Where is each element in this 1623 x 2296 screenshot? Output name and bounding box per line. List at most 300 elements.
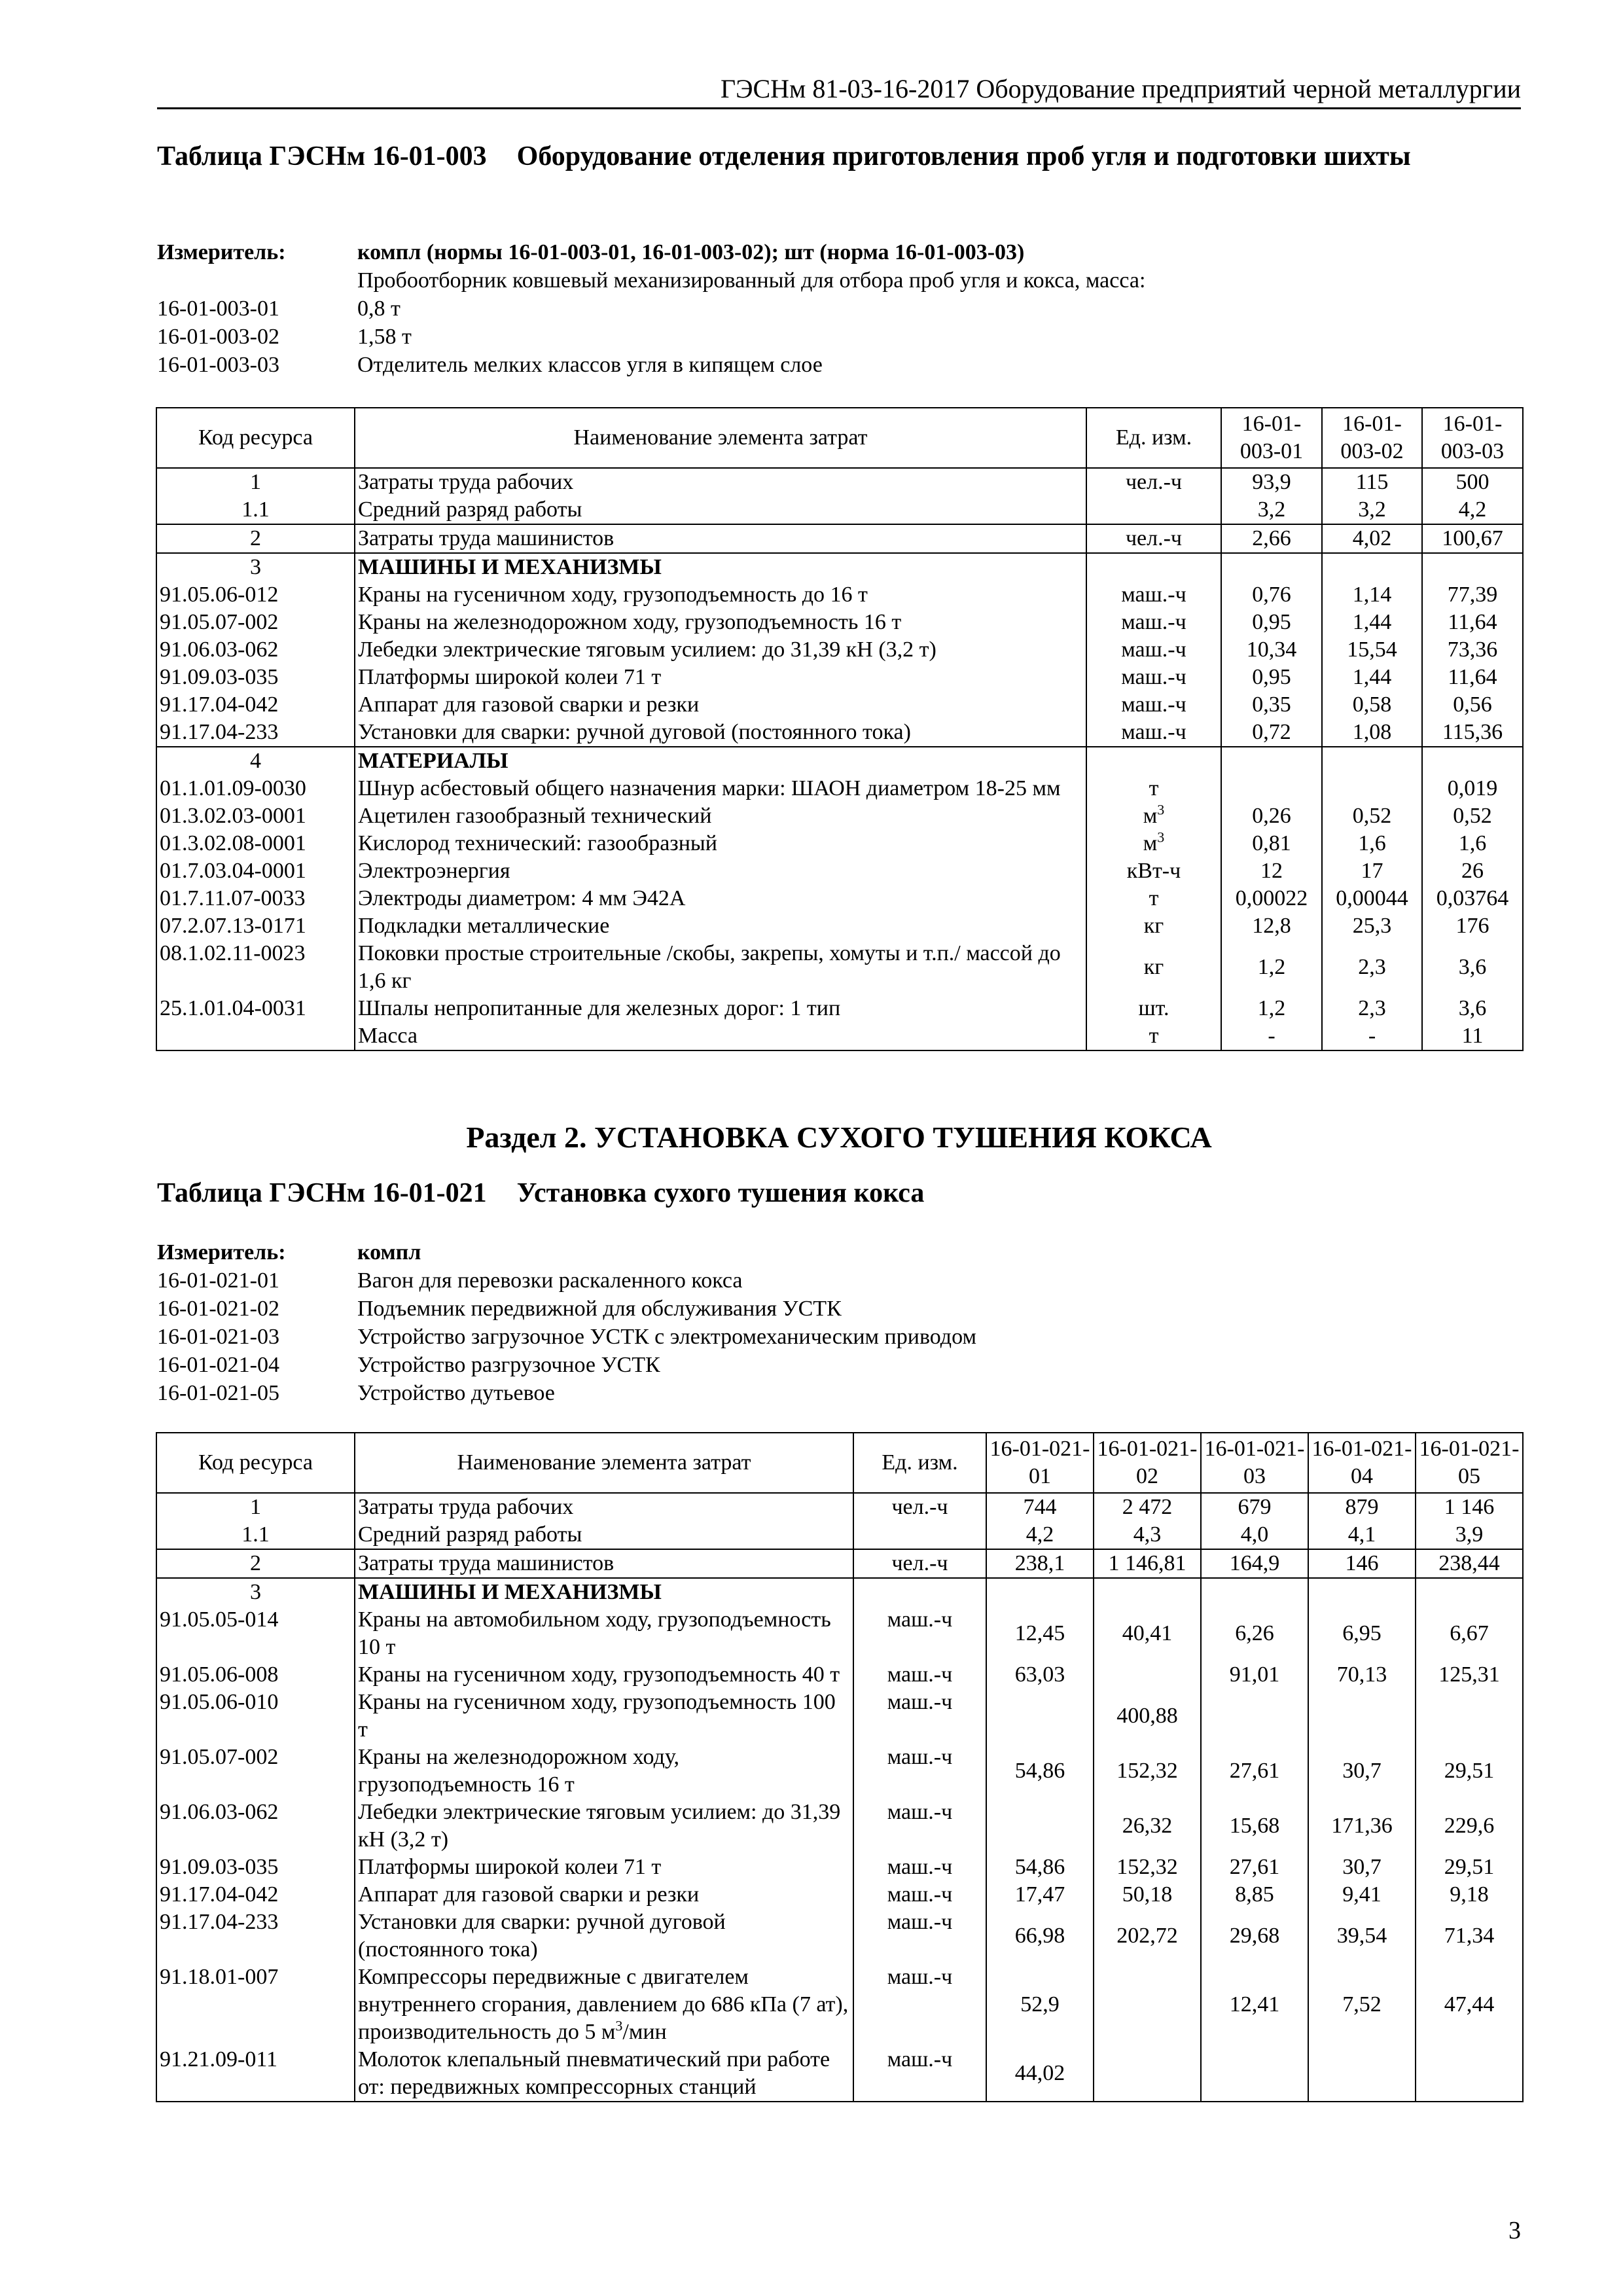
norm-code: 16-01-003-01 (157, 296, 279, 321)
table2-meter-block (157, 1238, 1521, 1407)
resource-code (156, 1022, 355, 1050)
norm-value: 4,02 (1322, 524, 1422, 553)
norm-value: 25,3 (1322, 912, 1422, 940)
unit-text: маш.-ч (1121, 665, 1186, 689)
table1-title (157, 140, 1521, 173)
norm-value (1221, 747, 1322, 775)
norm-value: 6,95 (1308, 1606, 1416, 1661)
unit-of-measure (853, 1549, 986, 1578)
norm-code: 16-01-021-01 (157, 1268, 279, 1293)
unit-of-measure (1086, 468, 1221, 496)
resource-name (355, 885, 1086, 912)
norm-value: 500 (1422, 468, 1523, 496)
norm-value: 3,6 (1422, 995, 1523, 1022)
table1-resources (156, 407, 1524, 1051)
unit-text: кг (1143, 955, 1164, 979)
resource-name-text: Лебедки электрические тяговым усилием: до 31,39 кН (3,2 т) (358, 1800, 841, 1852)
norm-value: 0,95 (1221, 609, 1322, 636)
resource-code: 91.06.03-062 (156, 636, 355, 664)
resource-name (355, 1606, 853, 1661)
page-number: 3 (1508, 2217, 1521, 2244)
resource-name-text: Кислород технический: газообразный (358, 831, 717, 855)
table-row (156, 1549, 1523, 1578)
norm-value (1201, 1689, 1308, 1744)
norm-value: 30,7 (1308, 1744, 1416, 1799)
resource-code: 91.17.04-042 (156, 691, 355, 719)
norm-row (157, 351, 1521, 379)
norm-value (1308, 2046, 1416, 2102)
resource-code: 25.1.01.04-0031 (156, 995, 355, 1022)
norm-row (157, 1379, 1521, 1407)
norm-value: 0,00022 (1221, 885, 1322, 912)
table2-resources (156, 1432, 1524, 2102)
table2-meter-value: компл (357, 1240, 421, 1265)
norm-value: 3,6 (1422, 940, 1523, 995)
superscript-3: 3 (615, 2017, 623, 2034)
table2-code: Таблица ГЭСНм 16-01-021 (157, 1178, 487, 1208)
unit-of-measure (1086, 691, 1221, 719)
unit-text: т (1149, 1024, 1159, 1048)
table2-name: Установка сухого тушения кокса (516, 1178, 925, 1208)
column-header: 16-01-021-04 (1308, 1433, 1416, 1493)
table-row (156, 468, 1523, 496)
table-row (156, 857, 1523, 885)
table-row (156, 496, 1523, 524)
resource-code: 01.7.11.07-0033 (156, 885, 355, 912)
table-row (156, 775, 1523, 802)
unit-of-measure (1086, 912, 1221, 940)
table2-title (157, 1177, 1521, 1210)
norm-value: 17,47 (986, 1881, 1094, 1909)
norm-value (1416, 1689, 1523, 1744)
resource-name: Компрессоры передвижные с двигателем внутреннего сгорания, давлением до 686 кПа (7 ат), производительность до 5 $м^3$/мин (355, 1964, 853, 2046)
norm-description: 1,58 т (357, 325, 412, 349)
norm-value: 0,95 (1221, 664, 1322, 691)
unit-of-measure (1086, 857, 1221, 885)
table-row (156, 1521, 1523, 1549)
norm-value (986, 1578, 1094, 1606)
resource-name-text: Установки для сварки: ручной дуговой (постоянного тока) (358, 720, 911, 744)
resource-code: 4 (156, 747, 355, 775)
norm-value: 146 (1308, 1549, 1416, 1578)
resource-name (355, 636, 1086, 664)
norm-value: 29,51 (1416, 1744, 1523, 1799)
norm-value: 152,32 (1094, 1854, 1201, 1881)
unit-text: м (1143, 831, 1158, 855)
norm-value: 9,41 (1308, 1881, 1416, 1909)
column-header: Ед. изм. (853, 1433, 986, 1493)
norm-value: 4,0 (1201, 1521, 1308, 1549)
norm-value: 71,34 (1416, 1909, 1523, 1964)
resource-name (355, 1909, 853, 1964)
column-header: 16-01-003-01 (1221, 408, 1322, 468)
norm-value: 2,66 (1221, 524, 1322, 553)
resource-name (355, 995, 1086, 1022)
unit-of-measure (853, 1854, 986, 1881)
resource-name (355, 719, 1086, 747)
norm-value (1308, 1578, 1416, 1606)
resource-code: 91.05.07-002 (156, 1744, 355, 1799)
norm-value (1201, 2046, 1308, 2102)
norm-value: 164,9 (1201, 1549, 1308, 1578)
norm-value: 70,13 (1308, 1661, 1416, 1689)
unit-text: маш.-ч (887, 2047, 953, 2072)
resource-name-text: Средний разряд работы (358, 1522, 582, 1547)
norm-value: 63,03 (986, 1661, 1094, 1689)
norm-value: 12,41 (1201, 1964, 1308, 2046)
unit-of-measure (1086, 802, 1221, 830)
table-row (156, 1854, 1523, 1881)
norm-value: 125,31 (1416, 1661, 1523, 1689)
norm-value: 66,98 (986, 1909, 1094, 1964)
norm-description: Отделитель мелких классов угля в кипящем слое (357, 353, 823, 377)
resource-name (355, 1689, 853, 1744)
resource-code: 1.1 (156, 496, 355, 524)
resource-name (355, 609, 1086, 636)
column-header: Ед. изм. (1086, 408, 1221, 468)
table-row (156, 912, 1523, 940)
resource-name-text: Платформы широкой колеи 71 т (358, 665, 662, 689)
unit-text: маш.-ч (887, 1855, 953, 1879)
resource-code: 91.05.06-008 (156, 1661, 355, 1689)
table-row (156, 995, 1523, 1022)
norm-value (986, 1799, 1094, 1854)
resource-name-text: МАТЕРИАЛЫ (358, 749, 508, 773)
unit-text: маш.-ч (1121, 692, 1186, 717)
resource-code: 1 (156, 468, 355, 496)
norm-value: 10,34 (1221, 636, 1322, 664)
norm-value (1416, 2046, 1523, 2102)
unit-of-measure (1086, 775, 1221, 802)
resource-name (355, 496, 1086, 524)
norm-value: 29,51 (1416, 1854, 1523, 1881)
column-header: Наименование элемента затрат (355, 1433, 853, 1493)
unit-text: маш.-ч (887, 1910, 953, 1934)
table-row (156, 940, 1523, 995)
resource-name (355, 553, 1086, 581)
norm-value: 47,44 (1416, 1964, 1523, 2046)
resource-name (355, 691, 1086, 719)
norm-value (1094, 1661, 1201, 1689)
norm-description: Устройство загрузочное УСТК с электромеханическим приводом (357, 1325, 976, 1349)
norm-value: 27,61 (1201, 1744, 1308, 1799)
norm-value: 77,39 (1422, 581, 1523, 609)
resource-name-text: Затраты труда машинистов (358, 1551, 615, 1575)
resource-name (355, 1549, 853, 1578)
norm-code: 16-01-021-03 (157, 1325, 279, 1349)
resource-name-text: Платформы широкой колеи 71 т (358, 1855, 662, 1879)
unit-text: маш.-ч (887, 1662, 953, 1687)
norm-value: 1 146,81 (1094, 1549, 1201, 1578)
norm-value: 0,72 (1221, 719, 1322, 747)
norm-value: 26 (1422, 857, 1523, 885)
norm-value: 4,2 (986, 1521, 1094, 1549)
unit-text: маш.-ч (887, 1965, 953, 1989)
norm-value: 2,3 (1322, 995, 1422, 1022)
resource-name (355, 2046, 853, 2102)
column-header: Код ресурса (156, 1433, 355, 1493)
table-row (156, 2046, 1523, 2102)
norm-description: Вагон для перевозки раскаленного кокса (357, 1268, 743, 1293)
unit-text: чел.-ч (891, 1551, 948, 1575)
unit-of-measure (853, 1909, 986, 1964)
norm-value: 26,32 (1094, 1799, 1201, 1854)
resource-code: 91.05.06-010 (156, 1689, 355, 1744)
unit-of-measure (1086, 581, 1221, 609)
resource-name (355, 940, 1086, 995)
norm-value: 4,3 (1094, 1521, 1201, 1549)
norm-value: 0,03764 (1422, 885, 1523, 912)
resource-name-text: Аппарат для газовой сварки и резки (358, 692, 700, 717)
norm-code: 16-01-021-02 (157, 1297, 279, 1321)
table2-meter-label: Измеритель: (157, 1240, 286, 1265)
unit-of-measure (1086, 664, 1221, 691)
resource-name (355, 912, 1086, 940)
norm-value: - (1221, 1022, 1322, 1050)
resource-code: 91.21.09-011 (156, 2046, 355, 2102)
norm-value: 744 (986, 1493, 1094, 1521)
resource-code: 91.17.04-042 (156, 1881, 355, 1909)
norm-value: 6,67 (1416, 1606, 1523, 1661)
norm-value (1221, 775, 1322, 802)
norm-value: 17 (1322, 857, 1422, 885)
unit-of-measure (853, 1606, 986, 1661)
resource-name (355, 1661, 853, 1689)
table-row (156, 664, 1523, 691)
unit-text: маш.-ч (887, 1690, 953, 1714)
unit-text: шт. (1138, 996, 1169, 1020)
norm-value: 93,9 (1221, 468, 1322, 496)
norm-value: 12 (1221, 857, 1322, 885)
norm-value: 30,7 (1308, 1854, 1416, 1881)
norm-value: 15,68 (1201, 1799, 1308, 1854)
table-row (156, 553, 1523, 581)
norm-value: 6,26 (1201, 1606, 1308, 1661)
table-row (156, 581, 1523, 609)
table-row (156, 1022, 1523, 1050)
unit-of-measure (853, 1744, 986, 1799)
norm-row (157, 1266, 1521, 1295)
norm-value: 1,6 (1322, 830, 1422, 857)
norm-value (1221, 553, 1322, 581)
norm-value: 0,58 (1322, 691, 1422, 719)
superscript-3: 3 (1157, 829, 1165, 846)
resource-name-text: Масса (358, 1024, 418, 1048)
resource-code: 01.3.02.08-0001 (156, 830, 355, 857)
table-row (156, 524, 1523, 553)
resource-code: 91.05.07-002 (156, 609, 355, 636)
unit-of-measure (1086, 1022, 1221, 1050)
table-row (156, 802, 1523, 830)
unit-text: чел.-ч (1125, 470, 1183, 494)
norm-value: 202,72 (1094, 1909, 1201, 1964)
resource-name-text: МАШИНЫ И МЕХАНИЗМЫ (358, 1580, 662, 1604)
unit-of-measure (1086, 885, 1221, 912)
unit-of-measure (1086, 940, 1221, 995)
norm-row (157, 1323, 1521, 1351)
resource-name-text: Краны на железнодорожном ходу, грузоподъемность 16 т (358, 610, 902, 634)
resource-code: 1 (156, 1493, 355, 1521)
unit-text: маш.-ч (887, 1800, 953, 1824)
resource-name-text: Краны на гусеничном ходу, грузоподъемность до 16 т (358, 583, 868, 607)
column-header: 16-01-003-03 (1422, 408, 1523, 468)
column-header: 16-01-021-03 (1201, 1433, 1308, 1493)
norm-value: 400,88 (1094, 1689, 1201, 1744)
resource-name (355, 1521, 853, 1549)
norm-value: 52,9 (986, 1964, 1094, 2046)
table-row (156, 636, 1523, 664)
table-row (156, 691, 1523, 719)
resource-name-text: Аппарат для газовой сварки и резки (358, 1882, 700, 1907)
resource-name-text: Краны на железнодорожном ходу, грузоподъемность 16 т (358, 1745, 679, 1797)
norm-value (1094, 1964, 1201, 2046)
norm-description: Устройство дутьевое (357, 1381, 555, 1405)
resource-code: 08.1.02.11-0023 (156, 940, 355, 995)
norm-code: 16-01-003-02 (157, 325, 279, 349)
norm-value: 229,6 (1416, 1799, 1523, 1854)
unit-of-measure (1086, 995, 1221, 1022)
norm-value: 0,52 (1422, 802, 1523, 830)
norm-value: 171,36 (1308, 1799, 1416, 1854)
unit-of-measure (1086, 747, 1221, 775)
norm-value: 39,54 (1308, 1909, 1416, 1964)
norm-value: 0,56 (1422, 691, 1523, 719)
table-row (156, 1909, 1523, 1964)
resource-code: 01.7.03.04-0001 (156, 857, 355, 885)
table-row (156, 609, 1523, 636)
resource-code: 3 (156, 553, 355, 581)
norm-value: 0,26 (1221, 802, 1322, 830)
column-header: 16-01-021-02 (1094, 1433, 1201, 1493)
norm-value: 2 472 (1094, 1493, 1201, 1521)
norm-value: 4,2 (1422, 496, 1523, 524)
norm-value (1094, 1578, 1201, 1606)
table-row (156, 747, 1523, 775)
resource-code: 91.09.03-035 (156, 1854, 355, 1881)
unit-of-measure (853, 1689, 986, 1744)
unit-text: кВт-ч (1126, 859, 1181, 883)
resource-name-text: Компрессоры передвижные с двигателем внутреннего сгорания, давлением до 686 кПа (7 ат), производительность до 5 м (358, 1965, 849, 2044)
unit-of-measure (853, 1521, 986, 1549)
table-row (156, 1881, 1523, 1909)
column-header: 16-01-003-02 (1322, 408, 1422, 468)
resource-name-text: Установки для сварки: ручной дуговой (постоянного тока) (358, 1910, 726, 1962)
norm-value: 44,02 (986, 2046, 1094, 2102)
norm-value (1422, 747, 1523, 775)
norm-code: 16-01-003-03 (157, 353, 279, 377)
resource-code: 1.1 (156, 1521, 355, 1549)
norm-value: 12,45 (986, 1606, 1094, 1661)
norm-value: 0,52 (1322, 802, 1422, 830)
norm-value: 54,86 (986, 1854, 1094, 1881)
table1-meter-value: компл (нормы 16-01-003-01, 16-01-003-02); шт (норма 16-01-003-03) (357, 240, 1025, 264)
table-row (156, 1689, 1523, 1744)
table-row (156, 719, 1523, 747)
table-row (156, 1606, 1523, 1661)
unit-text: кг (1143, 914, 1164, 938)
resource-name-text: Лебедки электрические тяговым усилием: до 31,39 кН (3,2 т) (358, 637, 936, 662)
resource-name-text: Ацетилен газообразный технический (358, 804, 712, 828)
norm-value (1416, 1578, 1523, 1606)
norm-description: 0,8 т (357, 296, 401, 321)
unit-of-measure (1086, 609, 1221, 636)
section-title: Раздел 2. УСТАНОВКА СУХОГО ТУШЕНИЯ КОКСА (466, 1121, 1212, 1154)
norm-value: 9,18 (1416, 1881, 1523, 1909)
unit-of-measure (853, 1493, 986, 1521)
resource-name (355, 747, 1086, 775)
resource-code: 2 (156, 1549, 355, 1578)
norm-value (1422, 553, 1523, 581)
norm-value: 152,32 (1094, 1744, 1201, 1799)
norm-value: 29,68 (1201, 1909, 1308, 1964)
unit-text: маш.-ч (1121, 610, 1186, 634)
unit-text: маш.-ч (887, 1745, 953, 1769)
table1-meter-label: Измеритель: (157, 240, 286, 264)
table1-subtitle: Пробоотборник ковшевый механизированный для отбора проб угля и кокса, масса: (357, 268, 1146, 293)
unit-of-measure (853, 1881, 986, 1909)
norm-value: 73,36 (1422, 636, 1523, 664)
norm-value (986, 1689, 1094, 1744)
resource-name (355, 1799, 853, 1854)
resource-name-text: Шнур асбестовый общего назначения марки: ШАОН диаметром 18-25 мм (358, 776, 1061, 800)
unit-of-measure (853, 1799, 986, 1854)
unit-of-measure (1086, 553, 1221, 581)
norm-value (1201, 1578, 1308, 1606)
resource-name-text: Поковки простые строительные /скобы, закрепы, хомуты и т.п./ массой до 1,6 кг (358, 941, 1061, 993)
table1-meter-block (157, 238, 1521, 379)
resource-name (355, 857, 1086, 885)
norm-value: 679 (1201, 1493, 1308, 1521)
resource-name-text: МАШИНЫ И МЕХАНИЗМЫ (358, 555, 662, 579)
norm-value: 7,52 (1308, 1964, 1416, 2046)
norm-value: 115,36 (1422, 719, 1523, 747)
norm-value: 12,8 (1221, 912, 1322, 940)
norm-value: 40,41 (1094, 1606, 1201, 1661)
norm-value: 1,44 (1322, 664, 1422, 691)
table-row (156, 1744, 1523, 1799)
unit-text: т (1149, 886, 1159, 910)
norm-value: 3,9 (1416, 1521, 1523, 1549)
resource-name-text: Электроды диаметром: 4 мм Э42А (358, 886, 686, 910)
unit-text: м (1143, 804, 1158, 828)
norm-value: 0,35 (1221, 691, 1322, 719)
resource-name (355, 1022, 1086, 1050)
table-row (156, 1964, 1523, 2046)
unit-of-measure (1086, 636, 1221, 664)
resource-name-text: Затраты труда рабочих (358, 470, 574, 494)
resource-code: 01.3.02.03-0001 (156, 802, 355, 830)
resource-name (355, 524, 1086, 553)
resource-name-text: Затраты труда машинистов (358, 526, 615, 550)
norm-value: - (1322, 1022, 1422, 1050)
norm-value: 100,67 (1422, 524, 1523, 553)
resource-name (355, 1493, 853, 1521)
column-header: Наименование элемента затрат (355, 408, 1086, 468)
norm-value: 176 (1422, 912, 1523, 940)
table-row (156, 885, 1523, 912)
unit-of-measure (1086, 496, 1221, 524)
resource-code: 91.17.04-233 (156, 719, 355, 747)
norm-value: 0,76 (1221, 581, 1322, 609)
norm-value: 27,61 (1201, 1854, 1308, 1881)
norm-value: 238,44 (1416, 1549, 1523, 1578)
resource-name (355, 664, 1086, 691)
column-header: 16-01-021-05 (1416, 1433, 1523, 1493)
resource-code: 91.05.05-014 (156, 1606, 355, 1661)
norm-value: 91,01 (1201, 1661, 1308, 1689)
resource-name (355, 775, 1086, 802)
norm-row (157, 1351, 1521, 1379)
